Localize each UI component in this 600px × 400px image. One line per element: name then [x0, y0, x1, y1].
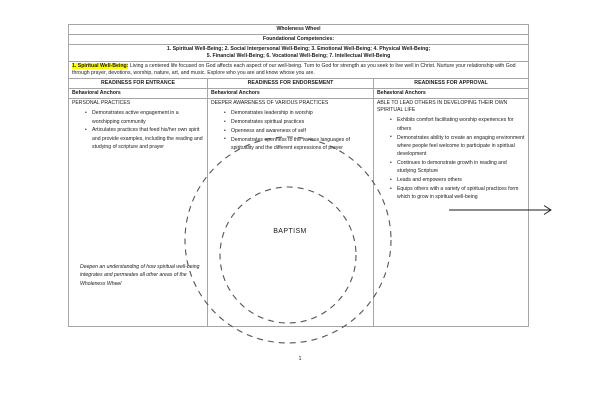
column-headers-row — [69, 79, 529, 89]
intro-paragraph — [69, 62, 529, 79]
list-item: • Articulates practices that feed his/her own spirit and provide examples, including the reading and studying of scripture and prayer — [85, 126, 204, 151]
wholeness-wheel-table — [68, 24, 529, 327]
list-item: • Openness and awareness of self — [224, 127, 370, 135]
bullet-list-endorsement — [211, 109, 370, 135]
list-item: • Leads and empowers others — [390, 176, 525, 184]
footnote-entrance: Deepen an understanding of how spiritual well-being integrates and permeates all other areas of the Wholeness Wheel — [80, 264, 200, 287]
bullet-list-entrance — [72, 109, 204, 151]
baptism-label: BAPTISM — [273, 228, 307, 235]
page-title: Wholeness Wheel — [69, 25, 529, 35]
cell-entrance — [69, 99, 208, 327]
list-item: • Equips others with a variety of spiritual practices form which to grow in spiritual well-being — [390, 185, 525, 202]
page-number: 1 — [298, 356, 302, 362]
anchors-label-approval: Behavioral Anchors — [374, 89, 529, 99]
title-row — [69, 25, 529, 35]
list-item: • Continues to demonstrate growth in reading and studying Scripture — [390, 159, 525, 176]
intro-row — [69, 62, 529, 79]
bullet-list-endorsement-2 — [211, 136, 370, 153]
list-item: • Demonstrates leadership in worship — [224, 109, 370, 117]
competencies-list — [69, 45, 529, 62]
list-item: • Demonstrates spiritual practices — [224, 118, 370, 126]
competencies-line-1: 1. Spiritual Well-Being; 2. Social Interpersonal Well-Being; 3. Emotional Well-Being; 4. Physical Well-Being; — [166, 46, 431, 53]
caption-endorsement: DEEPER AWARENESS OF VARIOUS PRACTICES — [211, 100, 329, 107]
column-header-approval: READINESS FOR APPROVAL — [374, 79, 529, 89]
list-item: • Exhibits comfort facilitating worship experiences for others — [390, 116, 525, 133]
behavioral-anchors-row — [69, 89, 529, 99]
column-header-entrance: READINESS FOR ENTRANCE — [69, 79, 208, 89]
caption-approval: ABLE TO LEAD OTHERS IN DEVELOPING THEIR OWN SPIRITUAL LIFE — [377, 100, 508, 114]
caption-entrance: PERSONAL PRACTICES — [72, 100, 131, 107]
intro-body: Living a centered life focused on God affects each aspect of our well-being. Turn to God for strength as you seek to live well in Christ. Nurture your relationship with God through prayer, devotions, worship, nature, art, and music. Explore who you are and know whose you are. — [72, 63, 516, 77]
bullet-list-approval — [377, 116, 525, 201]
list-item: • Demonstrates active engagement in a worshipping community — [85, 109, 204, 126]
cell-approval — [374, 99, 529, 327]
competencies-line-2: 5. Financial Well-Being; 6. Vocational Well-Being; 7. Intellectual Well-Being — [206, 53, 391, 60]
anchors-label-entrance: Behavioral Anchors — [69, 89, 208, 99]
intro-highlight: 1. Spiritual Well-Being: — [72, 63, 129, 70]
subtitle-row — [69, 35, 529, 45]
anchors-label-endorsement: Behavioral Anchors — [208, 89, 374, 99]
list-item: • Demonstrates openness to the various languages of spirituality and the different expressions of prayer — [224, 136, 370, 153]
page-subtitle: Foundational Competencies: — [69, 35, 529, 45]
competencies-row — [69, 45, 529, 62]
cell-endorsement — [208, 99, 374, 327]
column-header-endorsement: READINESS FOR ENDORSEMENT — [208, 79, 374, 89]
list-item: • Demonstrates ability to create an engaging environment where people feel welcome to participate in spiritual development — [390, 134, 525, 159]
content-row — [69, 99, 529, 327]
